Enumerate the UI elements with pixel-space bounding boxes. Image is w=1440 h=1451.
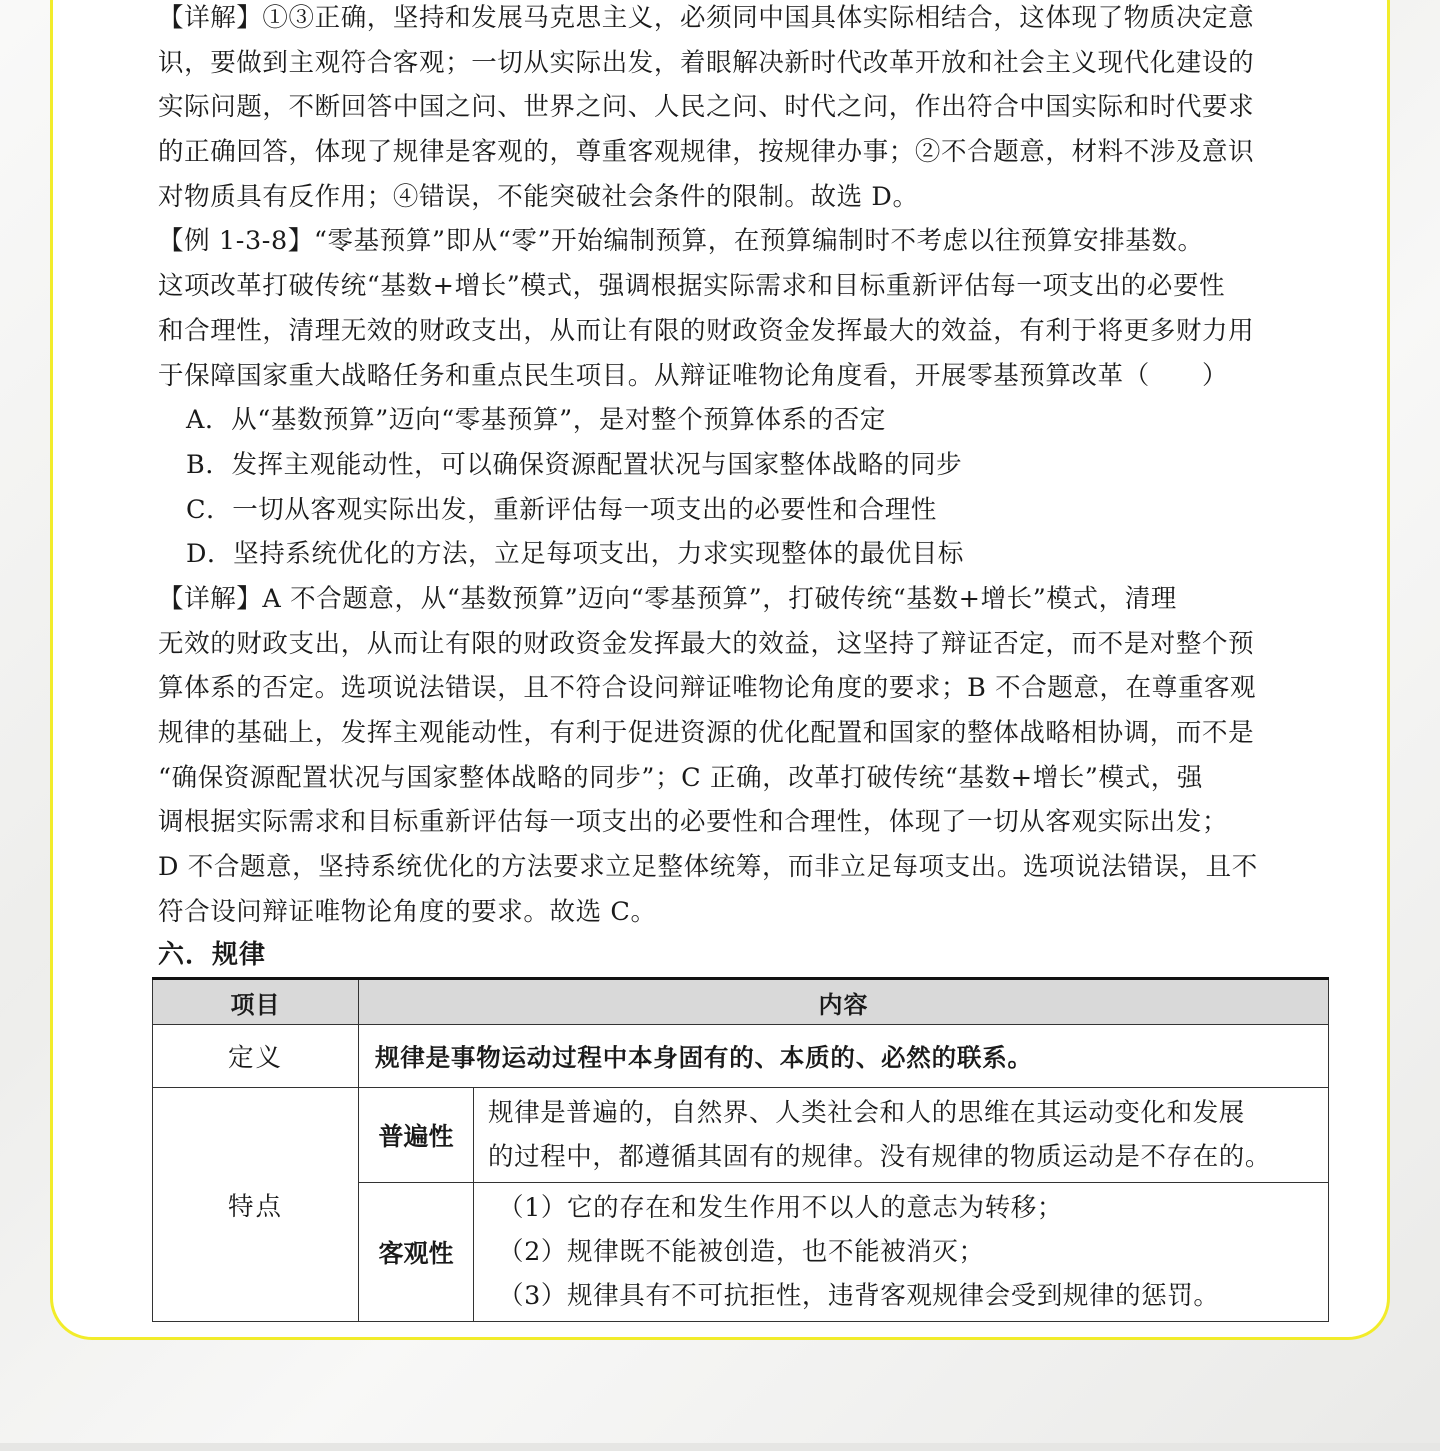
text-line: 的过程中，都遵循其固有的规律。没有规律的物质运动是不存在的。 bbox=[488, 1142, 1272, 1172]
law-table bbox=[152, 977, 1329, 1322]
list-item: （2）规律既不能被创造，也不能被消灭； bbox=[498, 1237, 985, 1267]
text-line: 【详解】A 不合题意，从“基数预算”迈向“零基预算”，打破传统“基数+增长”模式，清理 bbox=[158, 583, 1177, 614]
text-line: 对物质具有反作用；④错误，不能突破社会条件的限制。故选 D。 bbox=[158, 181, 919, 212]
list-item: （3）规律具有不可抗拒性，违背客观规律会受到规律的惩罚。 bbox=[498, 1281, 1220, 1311]
universality-label: 普遍性 bbox=[359, 1088, 474, 1183]
text-line: 规律的基础上，发挥主观能动性，有利于促进资源的优化配置和国家的整体战略相协调，而不是 bbox=[158, 718, 1255, 748]
answer-options bbox=[158, 398, 1328, 577]
bottom-strip bbox=[0, 1443, 1440, 1451]
example-question bbox=[158, 219, 1328, 398]
definition-label: 定义 bbox=[153, 1025, 359, 1088]
detail-paragraph-2 bbox=[158, 577, 1328, 935]
option-b: B．发挥主观能动性，可以确保资源配置状况与国家整体战略的同步 bbox=[186, 449, 963, 480]
text-line: 【例 1-3-8】“零基预算”即从“零”开始编制预算，在预算编制时不考虑以往预算安排基数。 bbox=[158, 226, 1204, 257]
option-c: C．一切从客观实际出发，重新评估每一项支出的必要性和合理性 bbox=[186, 494, 937, 525]
option-d: D．坚持系统优化的方法，立足每项支出，力求实现整体的最优目标 bbox=[186, 539, 964, 570]
objectivity-text bbox=[474, 1183, 1329, 1322]
text-line: 无效的财政支出，从而让有限的财政资金发挥最大的效益，这坚持了辩证否定，而不是对整个预 bbox=[158, 628, 1255, 659]
definition-text: 规律是事物运动过程中本身固有的、本质的、必然的联系。 bbox=[359, 1025, 1329, 1088]
text-line: 的正确回答，体现了规律是客观的，尊重客观规律，按规律办事；②不合题意，材料不涉及意识 bbox=[158, 137, 1255, 168]
section-title: 六．规律 bbox=[158, 940, 267, 970]
text-line: 这项改革打破传统“基数+增长”模式，强调根据实际需求和目标重新评估每一项支出的必要性 bbox=[158, 271, 1226, 302]
text-line: 识，要做到主观符合客观；一切从实际出发，着眼解决新时代改革开放和社会主义现代化建设的 bbox=[158, 47, 1255, 78]
document-body bbox=[158, 0, 1328, 934]
text-line: 规律是普遍的，自然界、人类社会和人的思维在其运动变化和发展 bbox=[488, 1098, 1245, 1128]
universality-text bbox=[474, 1088, 1329, 1183]
features-label: 特点 bbox=[153, 1088, 359, 1322]
objectivity-label: 客观性 bbox=[359, 1183, 474, 1322]
text-line: 算体系的否定。选项说法错误，且不符合设问辩证唯物论角度的要求；B 不合题意，在尊重客观 bbox=[158, 673, 1257, 704]
table-row bbox=[153, 1025, 1329, 1088]
text-line: 实际问题，不断回答中国之问、世界之问、人民之问、时代之问，作出符合中国实际和时代要求 bbox=[158, 92, 1255, 123]
header-item: 项目 bbox=[153, 979, 359, 1025]
text-line: 和合理性，清理无效的财政支出，从而让有限的财政资金发挥最大的效益，有利于将更多财力用 bbox=[158, 315, 1255, 346]
table-header-row bbox=[153, 979, 1329, 1025]
header-content: 内容 bbox=[359, 979, 1329, 1025]
text-line: 【详解】①③正确，坚持和发展马克思主义，必须同中国具体实际相结合，这体现了物质决定意 bbox=[158, 3, 1255, 33]
text-line: 符合设问辩证唯物论角度的要求。故选 C。 bbox=[158, 896, 657, 927]
text-line: 调根据实际需求和目标重新评估每一项支出的必要性和合理性，体现了一切从客观实际出发； bbox=[158, 807, 1229, 838]
table-row bbox=[153, 1088, 1329, 1183]
text-line: D 不合题意，坚持系统优化的方法要求立足整体统筹，而非立足每项支出。选项说法错误，且不 bbox=[158, 852, 1258, 883]
text-line: “确保资源配置状况与国家整体战略的同步”；C 正确，改革打破传统“基数+增长”模式，强 bbox=[158, 762, 1203, 793]
option-a: A．从“基数预算”迈向“零基预算”，是对整个预算体系的否定 bbox=[186, 405, 886, 436]
list-item: （1）它的存在和发生作用不以人的意志为转移； bbox=[498, 1193, 1063, 1223]
text-line: 于保障国家重大战略任务和重点民生项目。从辩证唯物论角度看，开展零基预算改革（ ） bbox=[158, 360, 1229, 391]
detail-paragraph-1 bbox=[158, 0, 1328, 219]
